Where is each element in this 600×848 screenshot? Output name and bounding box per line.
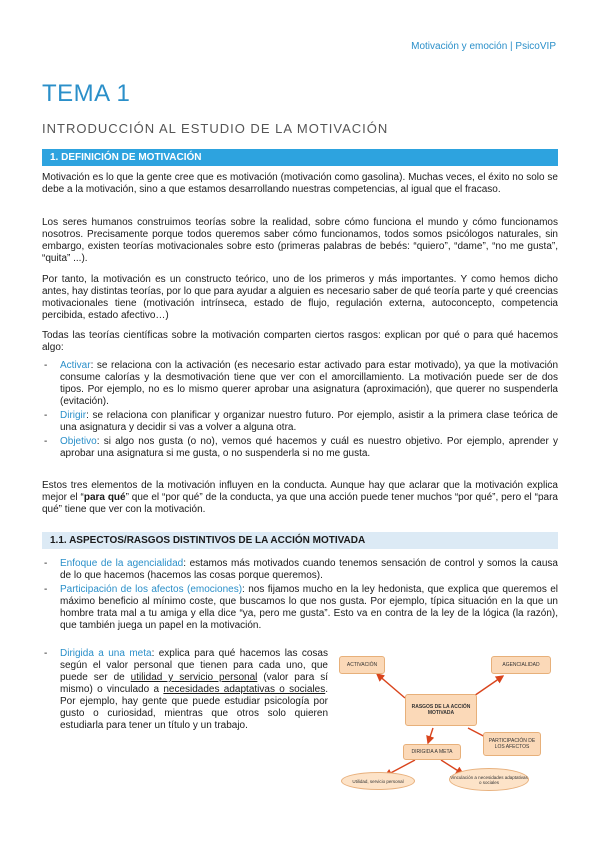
rasgos-list xyxy=(42,360,558,460)
list-item: - Dirigida a una meta: explica para qué hacemos las cosas según el valor personal que tienen para cada uno, que puede ser de utilidad y servicio personal (valor para sí mismo) o vinculado a necesidades adaptativas o sociales. Por ejemplo, hay gente que puede estudiar psicología por gusto o curiosidad, mientras que otros solo quieren estudiarla para tener un título y un trabajo. xyxy=(44,648,329,731)
diagram-oval-vinculacion: Vinculación a necesidades adaptativas o sociales xyxy=(449,768,529,791)
section-heading-1: 1. DEFINICIÓN DE MOTIVACIÓN xyxy=(42,149,558,166)
paragraph-4: Todas las teorías científicas sobre la motivación comparten ciertos rasgos: explican por qué o para qué hacemos algo: xyxy=(42,330,558,353)
running-header: Motivación y emoción | PsicoVIP xyxy=(411,41,556,52)
rasgos-diagram xyxy=(333,648,561,790)
paragraph-3: Por tanto, la motivación es un constructo teórico, uno de los primeros y más importantes. Y como hemos dicho antes, hay distintas teorías, por lo que para ayudar a alguien es necesario saber de qué teoría parte y qué creencias motivacionales tiene (motivación intrínseca, estado de flujo, regulación externa, autoconcepto, competencia percibida, estado afectivo…) xyxy=(42,274,558,321)
aspectos-list xyxy=(42,558,558,632)
list-term: Participación de los afectos (emociones) xyxy=(60,584,243,595)
list-item: - Participación de los afectos (emociones): nos fijamos mucho en la ley hedonista, que explica que queremos el máximo beneficio al mínimo coste, que buscamos lo que nos gusta. Por ejemplo, típica situación en la que un hombre trata mal a tu amiga y ella dice “ya, pero me gusta”. Esto va en contra de la ley de la lógica (la razón), que también juega un papel en la motivación. xyxy=(44,584,559,631)
bold-para-que: para qué xyxy=(83,492,126,503)
paragraph-2: Los seres humanos construimos teorías sobre la realidad, sobre cómo funciona el mundo y cómo funcionamos nosotros. Precisamente porque todos queremos saber cómo funcionamos, todos somos psicólogos naturales, sin embargo, existen teorías motivacionales sobre esto (primeras palabras de bebés: “quiero”, “dame”, “no me gusta”, “quita” ...). xyxy=(42,217,558,264)
paragraph-5: Estos tres elementos de la motivación influyen en la conducta. Aunque hay que aclarar que la motivación explica mejor el “para qué” que el “por qué” de la conducta, ya que una acción puede tener muchos “por qué”, pero el “para qué” tiene que ver con la motivación. xyxy=(42,480,558,515)
list-term: Enfoque de la agencialidad xyxy=(60,558,184,569)
list-term: Objetivo xyxy=(60,436,97,447)
diagram-node-agencialidad: AGENCIALIDAD xyxy=(491,656,551,674)
list-item: - Dirigir: se relaciona con planificar y organizar nuestro futuro. Por ejemplo, asistir a la primera clase teórica de una asignatura y decidir si vas a volver a alguna otra. xyxy=(44,410,558,433)
list-term: Dirigir xyxy=(60,410,87,421)
page-title: TEMA 1 xyxy=(42,80,131,107)
diagram-oval-utilidad: Utilidad, servicio personal xyxy=(341,772,415,790)
paragraph-1: Motivación es lo que la gente cree que es motivación (motivación como gasolina). Muchas veces, el éxito no solo se debe a la motivación, sino a que estamos desarrollando nuestras competencias, al igual que el fracaso. xyxy=(42,172,558,195)
diagram-node-afectos: PARTICIPACIÓN DE LOS AFECTOS xyxy=(483,732,541,756)
diagram-node-activacion: ACTIVACIÓN xyxy=(339,656,385,674)
list-item: - Activar: se relaciona con la activación (es necesario estar activado para estar motivado), ya que la motivación consume calorías y la desmotivación tiene que ver con el amorcillamiento. La motivación puede ser de dos tipos. Por ejemplo, no es lo mismo querer aprobar una asignatura (aproximación), que querer no suspenderla (evitación). xyxy=(44,360,558,407)
section-heading-1-1: 1.1. ASPECTOS/RASGOS DISTINTIVOS DE LA ACCIÓN MOTIVADA xyxy=(42,532,558,549)
list-text: : se relaciona con planificar y organizar nuestro futuro. Por ejemplo, asistir a la primera clase teórica de una asignatura y decidir si vas a volver a alguna otra. xyxy=(60,410,558,433)
list-term: Activar xyxy=(60,360,91,371)
list-term: Dirigida a una meta xyxy=(60,648,152,659)
diagram-node-center: RASGOS DE LA ACCIÓN MOTIVADA xyxy=(405,694,477,726)
list-text: : si algo nos gusta (o no), vemos qué hacemos y cuál es nuestro objetivo. Por ejemplo, aprender y aprobar una asignatura si me gusta, o no suspenderla si no me gusta. xyxy=(60,436,558,459)
list-item: - Enfoque de la agencialidad: estamos más motivados cuando tenemos sensación de control y somos la causa de lo que hacemos (hacemos las cosas porque queremos). xyxy=(44,558,558,581)
list-item: - Objetivo: si algo nos gusta (o no), vemos qué hacemos y cuál es nuestro objetivo. Por ejemplo, aprender y aprobar una asignatura si me gusta, o no suspenderla si no me gusta. xyxy=(44,436,558,459)
page-subtitle: INTRODUCCIÓN AL ESTUDIO DE LA MOTIVACIÓN xyxy=(42,121,389,136)
diagram-node-meta: DIRIGIDA A META xyxy=(403,744,461,760)
aspectos-list-3 xyxy=(42,648,328,732)
list-text: : se relaciona con la activación (es necesario estar activado para estar motivado), ya que la motivación consume calorías y la desmotivación tiene que ver con el amorcillamiento. La motivación puede ser de dos tipos. Por ejemplo, no es lo mismo querer aprobar una asignatura (aproximación), que querer no suspenderla (evitación). xyxy=(60,360,558,407)
